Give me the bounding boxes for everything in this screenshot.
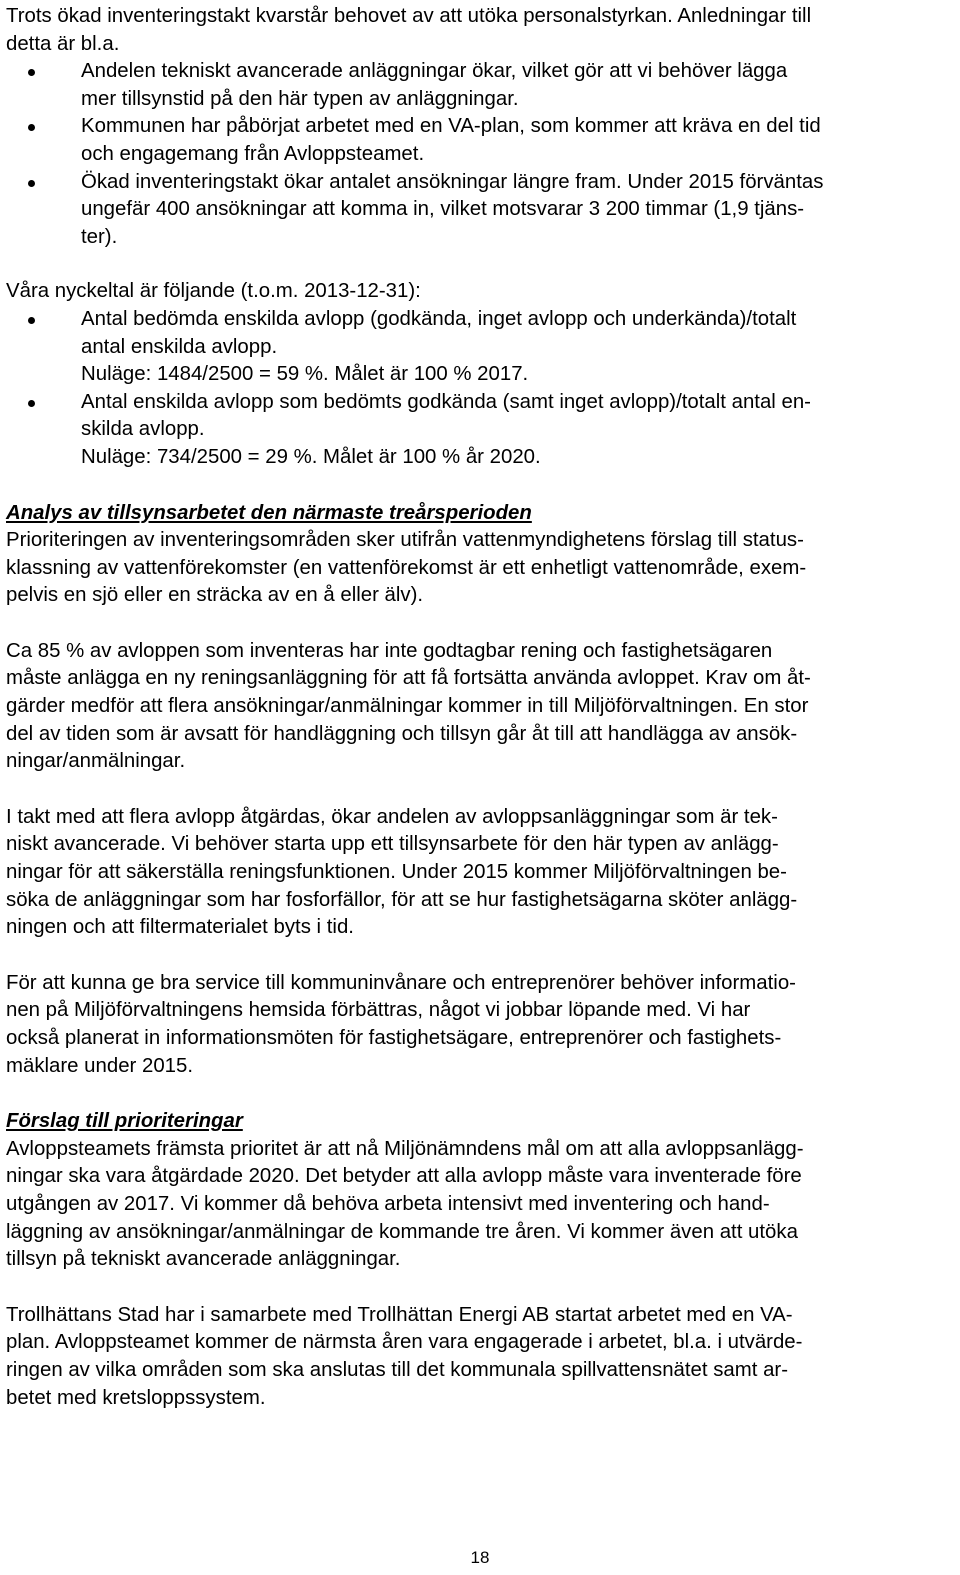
text-line: och engagemang från Avloppsteamet. [81, 142, 425, 165]
keyfigures-intro [6, 278, 956, 306]
document-page [6, 0, 956, 1412]
bullet-icon [28, 180, 35, 187]
list-item [6, 113, 956, 168]
text-line: Antal bedömda enskilda avlopp (godkända, inget avlopp och underkända)/totalt [81, 307, 797, 330]
bullet-icon [28, 69, 35, 76]
text-line: Ca 85 % av avloppen som inventeras har inte godtagbar rening och fastighetsägaren [6, 639, 773, 662]
list-item [6, 306, 956, 389]
text-line: ningar för att säkerställa reningsfunktionen. Under 2015 kommer Miljöförvaltningen be- [6, 861, 787, 884]
text-line: ningar/anmälningar. [6, 750, 186, 773]
text-line: tillsyn på tekniskt avancerade anläggningar. [6, 1248, 401, 1271]
text-line: ningen och att filtermaterialet byts i tid. [6, 916, 354, 939]
paragraph [6, 638, 956, 776]
bullet-icon [28, 317, 35, 324]
text-line: del av tiden som är avsatt för handläggning och tillsyn går åt till att handlägga av ansök- [6, 722, 798, 745]
text-line: ungefär 400 ansökningar att komma in, vilket motsvarar 3 200 timmar (1,9 tjäns- [81, 198, 805, 221]
text-line: mer tillsynstid på den här typen av anläggningar. [81, 87, 519, 110]
intro-paragraph [6, 3, 956, 58]
proposal-section [6, 1108, 956, 1274]
text-line: Avloppsteamets främsta prioritet är att nå Miljönämndens mål om att alla avloppsanlägg- [6, 1137, 804, 1160]
text-line: Nuläge: 1484/2500 = 59 %. Målet är 100 % 2017. [81, 363, 529, 386]
text-line: Nuläge: 734/2500 = 29 %. Målet är 100 % år 2020. [81, 445, 541, 468]
text-line: niskt avancerade. Vi behöver starta upp ett tillsynsarbete för den här typen av anlägg- [6, 833, 779, 856]
text-line: I takt med att flera avlopp åtgärdas, ökar andelen av avloppsanläggningar som är tek- [6, 805, 778, 828]
text-line: detta är bl.a. [6, 32, 120, 55]
keyfigures-list [6, 306, 956, 472]
paragraph [6, 1302, 956, 1412]
text-line: klassning av vattenförekomster (en vattenförekomst är ett enhetligt vattenområde, exem- [6, 556, 807, 579]
text-line: antal enskilda avlopp. [81, 335, 278, 358]
text-line: Trots ökad inventeringstakt kvarstår behovet av att utöka personalstyrkan. Anledningar till [6, 5, 812, 27]
text-line: Trollhättans Stad har i samarbete med Trollhättan Energi AB startat arbetet med en VA- [6, 1303, 793, 1326]
text-line: läggning av ansökningar/anmälningar de kommande tre åren. Vi kommer även att utöka [6, 1220, 798, 1243]
text-line: ter). [81, 225, 118, 248]
analysis-section [6, 500, 956, 610]
text-line: Andelen tekniskt avancerade anläggningar ökar, vilket gör att vi behöver lägga [81, 60, 788, 83]
text-line: Prioriteringen av inventeringsområden sker utifrån vattenmyndighetens förslag till status- [6, 529, 804, 552]
list-item [6, 389, 956, 472]
text-line: Våra nyckeltal är följande (t.o.m. 2013-12-31): [6, 280, 421, 303]
text-line: mäklare under 2015. [6, 1054, 194, 1077]
paragraph [6, 804, 956, 942]
section-heading: Förslag till prioriteringar [6, 1110, 243, 1133]
page-number: 18 [470, 1548, 490, 1567]
text-line: För att kunna ge bra service till kommuninvånare och entreprenörer behöver informatio- [6, 971, 796, 994]
section-heading: Analys av tillsynsarbetet den närmaste treårsperioden [6, 501, 532, 524]
text-line: utgången av 2017. Vi kommer då behöva arbeta intensivt med inventering och hand- [6, 1192, 770, 1215]
text-line: pelvis en sjö eller en sträcka av en å eller älv). [6, 584, 424, 607]
text-line: nen på Miljöförvaltningens hemsida förbättras, något vi jobbar löpande med. Vi har [6, 999, 751, 1022]
text-line: Kommunen har påbörjat arbetet med en VA-plan, som kommer att kräva en del tid [81, 115, 821, 138]
text-line: Antal enskilda avlopp som bedömts godkända (samt inget avlopp)/totalt antal en- [81, 390, 811, 413]
list-item [6, 58, 956, 113]
bullet-icon [28, 124, 35, 131]
list-item [6, 169, 956, 252]
text-line: ningar ska vara åtgärdade 2020. Det betyder att alla avlopp måste vara inventerade före [6, 1165, 802, 1188]
text-line: också planerat in informationsmöten för fastighetsägare, entreprenörer och fastighets- [6, 1027, 782, 1049]
reasons-list [6, 58, 956, 251]
text-line: Ökad inventeringstakt ökar antalet ansökningar längre fram. Under 2015 förväntas [81, 170, 824, 193]
text-line: måste anlägga en ny reningsanläggning för att få fortsätta använda avloppet. Krav om åt- [6, 667, 811, 690]
text-line: ringen av vilka områden som ska anslutas till det kommunala spillvattensnätet samt ar- [6, 1358, 788, 1381]
text-line: plan. Avloppsteamet kommer de närmsta åren vara engagerade i arbetet, bl.a. i utvärde- [6, 1331, 803, 1354]
paragraph [6, 970, 956, 1080]
bullet-icon [28, 400, 35, 407]
text-line: gärder medför att flera ansökningar/anmälningar kommer in till Miljöförvaltningen. En stor [6, 695, 809, 718]
text-line: söka de anläggningar som har fosforfällor, för att se hur fastighetsägarna sköter anlägg- [6, 888, 798, 911]
text-line: betet med kretsloppssystem. [6, 1386, 266, 1409]
text-line: skilda avlopp. [81, 418, 205, 441]
